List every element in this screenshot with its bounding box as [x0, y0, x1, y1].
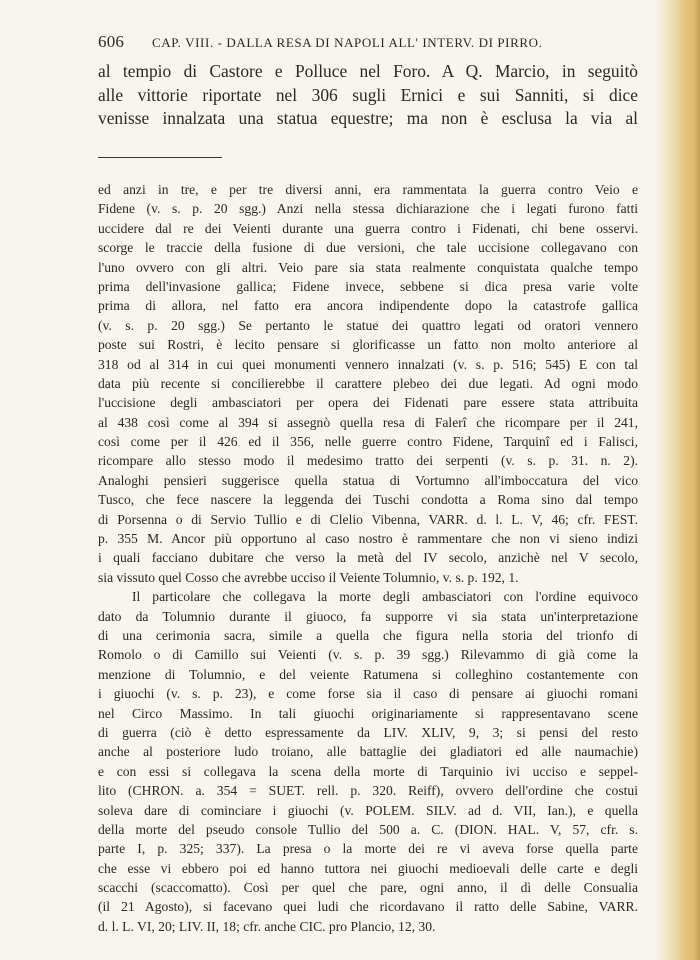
footnote-line: ricompare allo stesso modo il medesimo tratto dei serpenti (v. s. p. 31. n. 2). [98, 453, 638, 469]
footnote-line: (il 21 Agosto), si facevano quei ludi che ricordavano il ratto delle Sabine, VARR. [98, 899, 638, 915]
main-text-line: alle vittorie riportate nel 306 sugli Ernici e sui Sanniti, si dice [98, 84, 638, 105]
footnote-separator [98, 157, 222, 158]
footnote-line: al 438 così come al 394 si assegnò quella resa di Falerî che ricompare per il 241, [98, 414, 638, 430]
footnote-line: Analoghi pensieri suggerisce quella statua di Vortumno all'imboccatura del vico [98, 472, 638, 488]
footnote-line: nel Circo Massimo. In tali giuochi originariamente si rappresentavano scene [98, 705, 638, 721]
footnote-line: così come per il 426 ed il 356, nelle guerre contro Fidene, Tarquinî ed i Falisci, [98, 434, 638, 450]
footnote-line: Romolo o di Camillo sui Veienti (v. s. p. 39 sgg.) Rilevammo di già come la [98, 647, 638, 663]
footnote-line: menzione di Tolumnio, e del veiente Ratumena si colleghino costantemente con [98, 666, 638, 682]
main-text [98, 60, 638, 131]
page-header [98, 32, 638, 52]
footnote-line: Fidene (v. s. p. 20 sgg.) Anzi nella stessa dichiarazione che i legati furono fatti [98, 201, 638, 217]
footnote-line: poste sui Rostri, è lecito pensare si glorificasse un fatto non molto anteriore al [98, 337, 638, 353]
footnote-line: ed anzi in tre, e per tre diversi anni, era rammentata la guerra contro Veio e [98, 182, 638, 197]
footnote-line: che esse vi ebbero poi ed hanno tuttora nei giuochi medioevali delle carte e degli [98, 860, 638, 876]
footnote-line: di una cerimonia sacra, simile a quella che figura nella storia del trionfo di [98, 627, 638, 643]
page-number: 606 [98, 32, 125, 51]
footnote-line: Tusco, che fece nascere la leggenda dei Tuschi condotta a Roma sino dal tempo [98, 492, 638, 508]
footnotes [98, 180, 638, 936]
page-edge-shadow [654, 0, 700, 960]
footnote-line: prima di allora, nel fatto era ancora indipendente dopo la catastrofe gallica [98, 298, 638, 314]
footnote-line: parte I, p. 325; 337). La presa o la morte dei re vi aveva forse quella parte [98, 841, 638, 857]
footnote-line: anche al posteriore ludo troiano, alle battaglie dei gladiatori ed alle naumachie) [98, 744, 638, 760]
footnote-line: scacchi (scaccomatto). Così per quel che pare, ogni anno, il dì delle Consualia [98, 880, 638, 896]
footnote-line: (v. s. p. 20 sgg.) Se pertanto le statue dei quattro legati od oratori vennero [98, 317, 638, 333]
footnote-line: prima dell'invasione gallica; Fidene invece, sebbene si dica presa varie volte [98, 278, 638, 294]
running-head: CAP. VIII. - DALLA RESA DI NAPOLI ALL' INTERV. DI PIRRO. [152, 35, 543, 50]
footnote-line: i giuochi (v. s. p. 23), e come forse sia il caso di pensare ai giuochi romani [98, 686, 638, 702]
footnote-line: di guerra (ciò è detto espressamente da LIV. XLIV, 9, 3; si pensi del resto [98, 724, 638, 740]
footnote-line: Il particolare che collegava la morte degli ambasciatori con l'ordine equivoco [132, 589, 638, 605]
footnote-line: l'uno ovvero con gli altri. Veio pare sia stata realmente conquistata qualche tempo [98, 259, 638, 275]
footnote-line: d. l. L. VI, 20; LIV. II, 18; cfr. anche CIC. pro Plancio, 12, 30. [98, 918, 436, 934]
footnote-line: i quali facciano dubitare che verso la metà del IV secolo, anzichè nel V secolo, [98, 550, 638, 566]
footnote-line: sia vissuto quel Cosso che avrebbe ucciso il Veiente Tolumnio, v. s. p. 192, 1. [98, 569, 519, 585]
footnote-line: scorge le traccie della fusione di due versioni, che tale uccisione collegavano con [98, 240, 638, 256]
footnote-line: l'uccisione degli ambasciatori per opera dei Fidenati pare essere stata attribuita [98, 395, 638, 411]
footnote-line: uccidere dal re dei Veienti durante una guerra contro i Fidenati, chi bene osservi. [98, 220, 638, 236]
footnote-line: soleva dare di cominciare i giuochi (v. POLEM. SILV. ad d. VII, Ian.), e quella [98, 802, 638, 818]
footnote-line: data più recente si concilierebbe il carattere plebeo dei due legati. Ad ogni modo [98, 375, 638, 391]
main-text-line: al tempio di Castore e Polluce nel Foro. A Q. Marcio, in seguitò [98, 61, 638, 81]
footnote-line: della morte del pseudo console Tullio del 500 a. C. (DION. HAL. V, 57, cfr. s. [98, 821, 638, 837]
footnote-line: 318 od al 314 in cui quei monumenti vennero innalzati (v. s. p. 516; 545) E con tal [98, 356, 638, 372]
footnote-line: di Porsenna o di Servio Tullio e di Clelio Vibenna, VARR. d. l. L. V, 46; cfr. FEST. [98, 511, 638, 527]
footnote-line: dato da Tolumnio durante il giuoco, fa supporre vi sia stata un'interpretazione [98, 608, 638, 624]
footnote-line: lito (CHRON. a. 354 = SUET. rell. p. 320. Reiff), ovvero dell'ordine che costui [98, 783, 638, 799]
main-text-line: venisse innalzata una statua equestre; ma non è esclusa la via al [98, 108, 638, 128]
footnote-line: e con essi si collegava la scena della morte di Tarquinio ivi ucciso e seppel- [98, 763, 638, 779]
footnote-line: p. 355 M. Ancor più opportuno al caso nostro è rammentare che non vi sieno indizi [98, 531, 638, 547]
